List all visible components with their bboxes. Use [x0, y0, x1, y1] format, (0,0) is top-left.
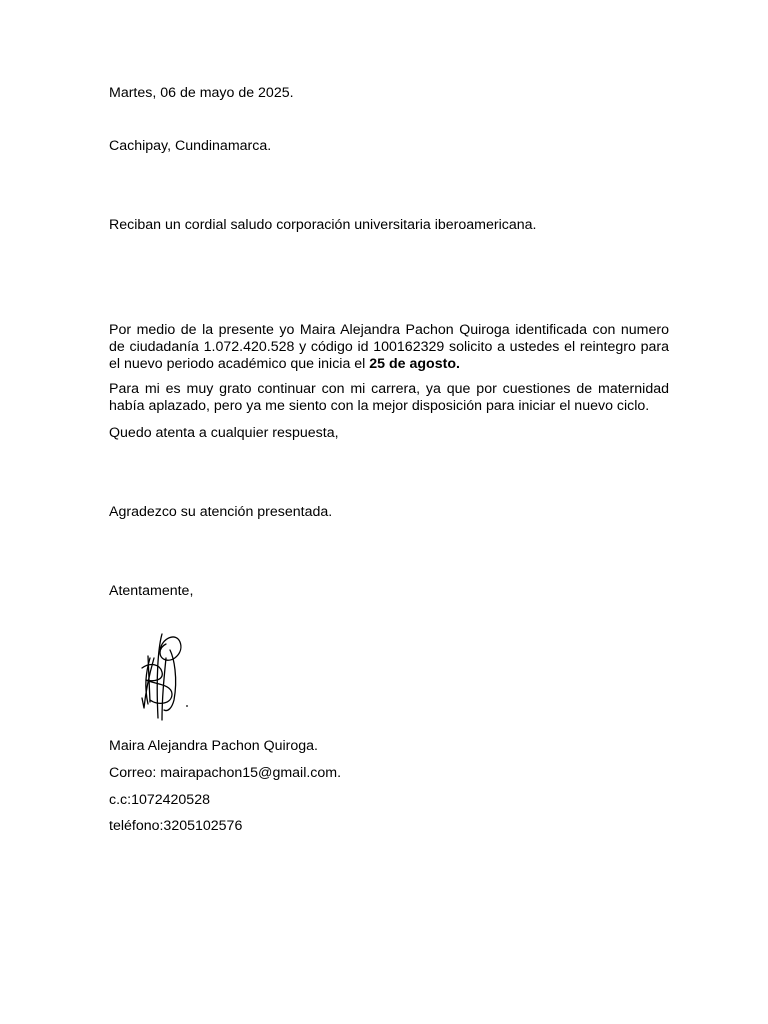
letter-date: Martes, 06 de mayo de 2025.: [109, 85, 294, 101]
signature-icon: [128, 628, 198, 724]
letter-closing: Atentamente,: [109, 583, 194, 599]
signer-email: Correo: mairapachon15@gmail.com.: [109, 765, 342, 781]
letter-thanks: Agradezco su atención presentada.: [109, 504, 333, 520]
letter-place: Cachipay, Cundinamarca.: [109, 138, 272, 154]
body-paragraph-1-date: 25 de agosto.: [369, 356, 460, 372]
signer-name: Maira Alejandra Pachon Quiroga.: [109, 738, 318, 754]
letter-greeting: Reciban un cordial saludo corporación universitaria iberoamericana.: [109, 217, 537, 233]
signer-phone: teléfono:3205102576: [109, 818, 243, 834]
body-paragraph-1-text: Por medio de la presente yo Maira Alejandra Pachon Quiroga identificada con numero de ciudadanía 1.072.420.528 y código id 100162329 solicito a ustedes el reintegro para el nuevo periodo académico que inicia el: [109, 322, 669, 372]
body-paragraph-2: Para mi es muy grato continuar con mi carrera, ya que por cuestiones de maternidad había aplazado, pero ya me siento con la mejor disposición para iniciar el nuevo ciclo.: [109, 381, 669, 414]
signer-id: c.c:1072420528: [109, 792, 210, 808]
body-paragraph-1: [109, 322, 669, 373]
body-paragraph-3: Quedo atenta a cualquier respuesta,: [109, 425, 339, 441]
